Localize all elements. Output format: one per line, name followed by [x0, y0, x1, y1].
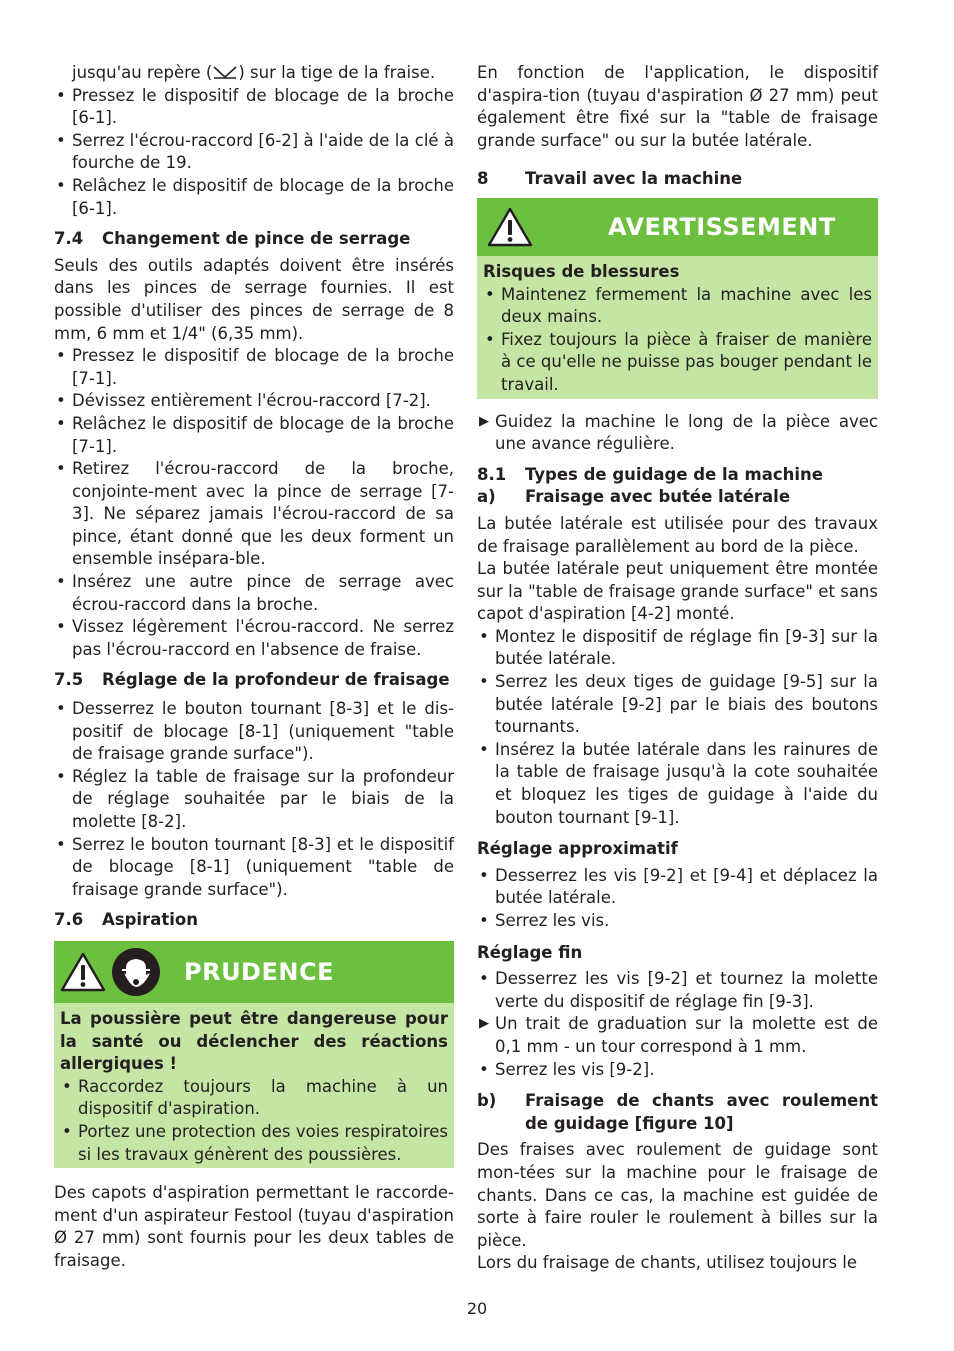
intro-bullets	[54, 85, 454, 221]
warning-bullets	[483, 284, 872, 397]
fine-setting-heading: Réglage fin	[477, 942, 583, 962]
warning-bar	[477, 198, 878, 256]
list-item: • Maintenez fermement la machine avec les deux mains.	[483, 284, 872, 329]
coarse-setting-bullets	[477, 865, 878, 933]
list-item: • Relâchez le dispositif de blocage de la broche [6-1].	[54, 175, 454, 220]
list-item: • Serrez les vis [9-2].	[477, 1059, 878, 1082]
right-column	[477, 62, 878, 1275]
subsection-heading-a: a) Fraisage avec butée latérale	[477, 487, 791, 507]
warning-label: AVERTISSEMENT	[608, 212, 836, 241]
section-text: Lors du fraisage de chants, utilisez toujours le	[477, 1253, 858, 1273]
fine-setting-bullets	[477, 968, 878, 1013]
list-item: • Pressez le dispositif de blocage de la broche [6-1].	[54, 85, 454, 130]
section-7-5-bullets	[54, 698, 454, 901]
list-item: • Raccordez toujours la machine à un dispositif d'aspiration.	[60, 1076, 448, 1121]
list-item: • Fixez toujours la pièce à fraiser de manière à ce qu'elle ne puisse pas bouger pendant le travail.	[483, 329, 872, 397]
list-item: • Serrez le bouton tournant [8-3] et le dispositif de blocage [8-1] (uniquement "table de fraisage grande surface").	[54, 834, 454, 902]
list-item: • Dévissez entièrement l'écrou-raccord [7-2].	[54, 390, 454, 413]
depth-mark-icon	[212, 64, 238, 80]
list-item: • Insérez la butée latérale dans les rainures de la table de fraisage jusqu'à la cote souhaitée et bloquez les tiges de guidage à l'aide du bouton tournant [9-1].	[477, 739, 878, 829]
page-number: 20	[466, 1299, 488, 1318]
section-7-4-bullets	[54, 345, 454, 661]
list-item: • Montez le dispositif de réglage fin [9-3] sur la butée latérale.	[477, 626, 878, 671]
respirator-mask-icon	[110, 946, 162, 998]
warning-body	[477, 256, 878, 399]
caution-box	[54, 941, 454, 1168]
list-item: • Portez une protection des voies respiratoires si les travaux génèrent des poussières.	[60, 1121, 448, 1166]
section-heading-8: 8 Travail avec la machine	[477, 169, 743, 189]
list-item: • Desserrez les vis [9-2] et [9-4] et déplacez la butée latérale.	[477, 865, 878, 910]
instruction-arrow: ▶ Guidez la machine le long de la pièce avec une avance régulière.	[479, 411, 878, 454]
list-item: • Serrez les vis.	[477, 910, 878, 933]
arrow-right-icon: ▶	[479, 1016, 489, 1032]
list-item: • Pressez le dispositif de blocage de la broche [7-1].	[54, 345, 454, 390]
caution-bullets	[60, 1076, 448, 1166]
list-item: • Insérez une autre pince de serrage avec écrou-raccord dans la broche.	[54, 571, 454, 616]
caution-body	[54, 1003, 454, 1168]
warning-triangle-icon	[487, 206, 533, 248]
instruction-arrow: ▶ Un trait de graduation sur la molette est de 0,1 mm - un tour correspond à 1 mm.	[479, 1014, 878, 1056]
fine-setting-bullets-end	[477, 1059, 878, 1082]
section-heading-7-5: 7.5 Réglage de la profondeur de fraisage	[54, 670, 450, 690]
list-item: • Desserrez le bouton tournant [8-3] et le dis-positif de blocage [8-1] (uniquement "table de fraisage grande surface").	[54, 698, 454, 766]
coarse-setting-heading: Réglage approximatif	[477, 839, 678, 859]
section-text: Des fraises avec roulement de guidage sont mon-tées sur la machine pour le fraisage de chants. Dans ce cas, la machine est guidée de sorte à faire rouler le roulement à billes sur la pièce.	[477, 1140, 878, 1250]
section-heading-8-1: 8.1 Types de guidage de la machine	[477, 464, 823, 484]
list-item: • Retirez l'écrou-raccord de la broche, conjointe-ment avec la pince de serrage [7-3]. Ne séparez jamais l'écrou-raccord de sa pince, étant donné que les deux forment un ensemble insépara-ble.	[54, 458, 454, 571]
caution-bar	[54, 941, 454, 1003]
arrow-right-icon: ▶	[479, 413, 489, 429]
section-text: La butée latérale peut uniquement être montée sur la "table de fraisage grande surface" et sans capot d'aspiration [4-2] monté.	[477, 559, 878, 624]
list-item: • Réglez la table de fraisage sur la profondeur de réglage souhaitée par le biais de la molette [8-2].	[54, 766, 454, 834]
list-item: • Relâchez le dispositif de blocage de la broche [7-1].	[54, 413, 454, 458]
left-column	[54, 62, 454, 1273]
subsection-heading-b: b) Fraisage de chants avec roulement de guidage [figure 10]	[477, 1091, 878, 1133]
list-item: • Vissez légèrement l'écrou-raccord. Ne serrez pas l'écrou-raccord en l'absence de fraise.	[54, 616, 454, 661]
warning-box	[477, 198, 878, 399]
list-item: • Serrez l'écrou-raccord [6-2] à l'aide de la clé à fourche de 19.	[54, 130, 454, 175]
warning-triangle-icon	[60, 951, 106, 993]
section-heading-7-4: 7.4 Changement de pince de serrage	[54, 229, 411, 249]
warning-heading: Risques de blessures	[483, 261, 680, 281]
section-text: Des capots d'aspiration permettant le raccorde-ment d'un aspirateur Festool (tuyau d'aspiration Ø 27 mm) sont fournis pour les deux tables de fraisage.	[54, 1183, 454, 1270]
section-text: La butée latérale est utilisée pour des travaux de fraisage parallèlement au bord de la pièce.	[477, 513, 878, 556]
section-heading-7-6: 7.6 Aspiration	[54, 910, 198, 930]
caution-label: PRUDENCE	[184, 957, 334, 986]
section-8-1-bullets	[477, 626, 878, 829]
list-item: • Desserrez les vis [9-2] et tournez la molette verte du dispositif de réglage fin [9-3].	[477, 968, 878, 1013]
caution-heading: La poussière peut être dangereuse pour la santé ou déclencher des réactions allergiques !	[60, 1008, 448, 1074]
list-item: • Serrez les deux tiges de guidage [9-5] sur la butée latérale [9-2] par le biais des boutons tournants.	[477, 671, 878, 739]
section-text: Seuls des outils adaptés doivent être insérés dans les pinces de serrage fournies. Il est possible d'utiliser des pinces de serrage de 8 mm, 6 mm et 1/4" (6,35 mm).	[54, 255, 454, 343]
intro-text: jusqu'au repère ( ) sur la tige de la fraise.	[72, 63, 436, 82]
intro-text: En fonction de l'application, le dispositif d'aspira-tion (tuyau d'aspiration Ø 27 mm) peut également être fixé sur la "table de fraisage grande surface" ou sur la butée latérale.	[477, 63, 878, 150]
